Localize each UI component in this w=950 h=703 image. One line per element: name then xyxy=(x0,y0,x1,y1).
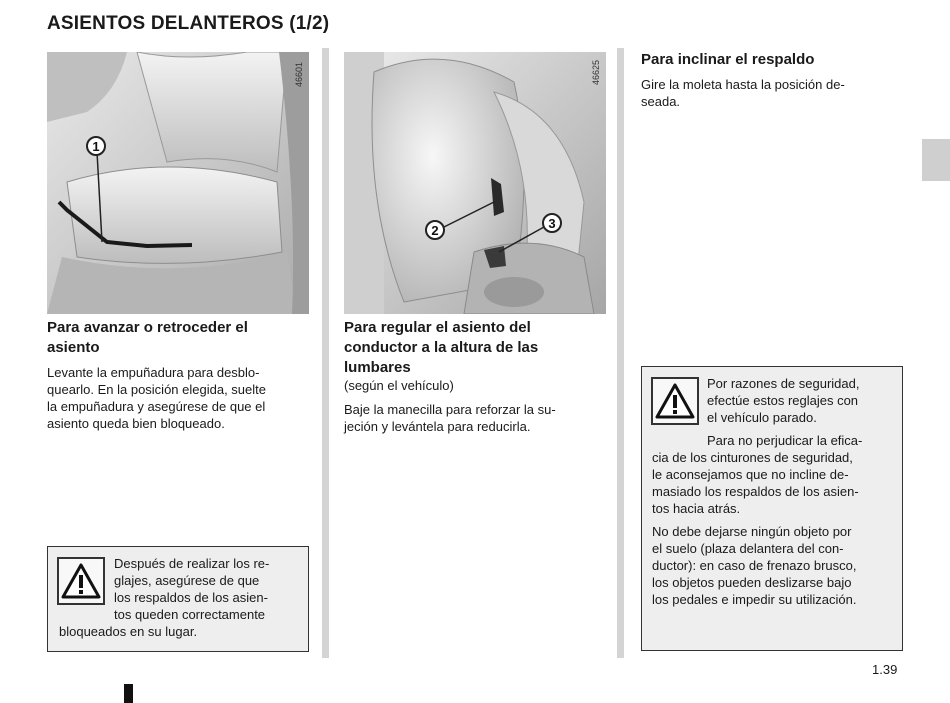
warning-icon xyxy=(57,557,105,605)
section-heading-lumbar: Para regular el asiento del conductor a la altura de las lumbares xyxy=(344,319,539,376)
warning-text-2-para2: Para no perjudicar la efica- cia de los cinturones de seguridad, le aconsejamos que no incline de- masiado los respaldos de los asien- tos hacia atrás. xyxy=(652,433,863,516)
callout-1: 1 xyxy=(86,136,106,156)
photo-code-2: 46625 xyxy=(591,60,601,86)
warning-text-1: Después de realizar los re- glajes, asegúrese de que los respaldos de los asien- tos queden correctamente xyxy=(114,556,270,622)
warning-text-2-para3: No debe dejarse ningún objeto por el suelo (plaza delantera del con- ductor): en caso de frenazo brusco, los objetos pueden deslizarse bajo los pedales e impedir su utilización. xyxy=(652,524,857,607)
seat-photo-2 xyxy=(344,52,606,314)
callout-2: 2 xyxy=(425,220,445,240)
chapter-tab xyxy=(922,139,950,181)
warning-box-2 xyxy=(641,366,903,651)
print-mark xyxy=(124,684,133,703)
section-text-recline: Gire la moleta hasta la posición de- seada. xyxy=(641,77,845,109)
photo-code-1: 46601 xyxy=(294,62,304,88)
section-heading-forward-back: Para avanzar o retroceder el asiento xyxy=(47,319,248,356)
seat-photo-1 xyxy=(47,52,309,314)
page-number: 1.39 xyxy=(872,662,898,677)
column-separator xyxy=(322,48,329,658)
callout-3: 3 xyxy=(542,213,562,233)
section-heading-recline: Para inclinar el respaldo xyxy=(641,51,815,68)
section-text-forward-back: Levante la empuñadura para desblo- quearlo. En la posición elegida, suelte la empuñadura y asegúrese de que el asiento queda bien bloqueado. xyxy=(47,365,266,431)
section-note-lumbar: (según el vehículo) xyxy=(344,378,454,393)
warning-icon xyxy=(651,377,699,425)
column-separator xyxy=(617,48,624,658)
warning-text-2: Por razones de seguridad, efectúe estos reglajes con el vehículo parado. xyxy=(707,376,860,425)
section-text-lumbar: Baje la manecilla para reforzar la su- jeción y levántela para reducirla. xyxy=(344,402,556,434)
page-title: ASIENTOS DELANTEROS (1/2) xyxy=(47,13,330,34)
warning-box-1 xyxy=(47,546,309,652)
warning-text-1-last: bloqueados en su lugar. xyxy=(59,624,198,639)
